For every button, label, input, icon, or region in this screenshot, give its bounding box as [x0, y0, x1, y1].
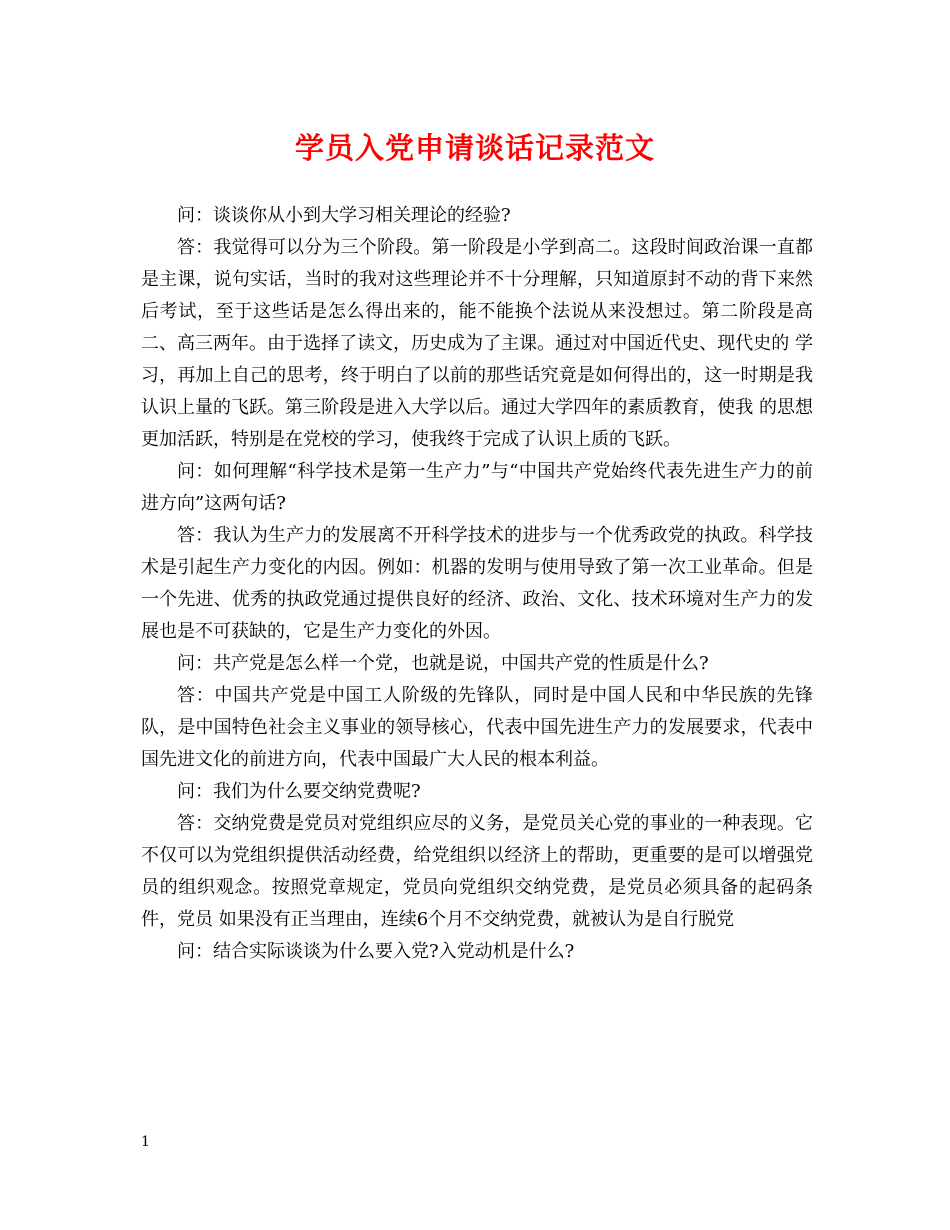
paragraph-question-5: 问：结合实际谈谈为什么要入党?入党动机是什么?	[177, 941, 575, 962]
paragraph-question-2: 问：如何理解“科学技术是第一生产力”与“中国共产党始终代表先进生产力的前进方向”这两句话?	[141, 461, 813, 514]
document-body	[141, 200, 813, 968]
paragraph-answer-4: 答：交纳党费是党员对党组织应尽的义务，是党员关心党的事业的一种表现。它不仅可以为党组织提供活动经费，给党组织以经济上的帮助，更重要的是可以增强党员的组织观念。按照党章规定，党员向党组织交纳党费，是党员必须具备的起码条件，党员 如果没有正当理由，连续6个月不交纳党费，就被认为是自行脱党	[141, 813, 813, 930]
paragraph-answer-2: 答：我认为生产力的发展离不开科学技术的进步与一个优秀政党的执政。科学技术是引起生产力变化的内因。例如：机器的发明与使用导致了第一次工业革命。但是 一个先进、优秀的执政党通过提供良好的经济、政治、文化、技术环境对生产力的发展也是不可获缺的，它是生产力变化的外因。	[141, 525, 813, 642]
paragraph-question-1: 问：谈谈你从小到大学习相关理论的经验?	[177, 205, 511, 226]
paragraph-question-3: 问：共产党是怎么样一个党，也就是说，中国共产党的性质是什么?	[177, 653, 709, 674]
document-title: 学员入党申请谈话记录范文	[294, 131, 655, 165]
paragraph-question-4: 问：我们为什么要交纳党费呢?	[177, 781, 421, 802]
paragraph-answer-3: 答：中国共产党是中国工人阶级的先锋队，同时是中国人民和中华民族的先锋队，是中国特色社会主义事业的领导核心，代表中国先进生产力的发展要求，代表中国先进文化的前进方向，代表中国最广大人民的根本利益。	[141, 685, 813, 770]
page-number: 1	[141, 1134, 150, 1150]
paragraph-answer-1: 答：我觉得可以分为三个阶段。第一阶段是小学到高二。这段时间政治课一直都是主课，说句实话，当时的我对这些理论并不十分理解，只知道原封不动的背下来然 后考试，至于这些话是怎么得出来的，能不能换个法说从来没想过。第二阶段是高二、高三两年。由于选择了读文，历史成为了主课。通过对中国近代史、现代史的 学习，再加上自己的思考，终于明白了以前的那些话究竟是如何得出的，这一时期是我认识上量的飞跃。第三阶段是进入大学以后。通过大学四年的素质教育，使我 的思想更加活跃，特别是在党校的学习，使我终于完成了认识上质的飞跃。	[141, 237, 813, 450]
